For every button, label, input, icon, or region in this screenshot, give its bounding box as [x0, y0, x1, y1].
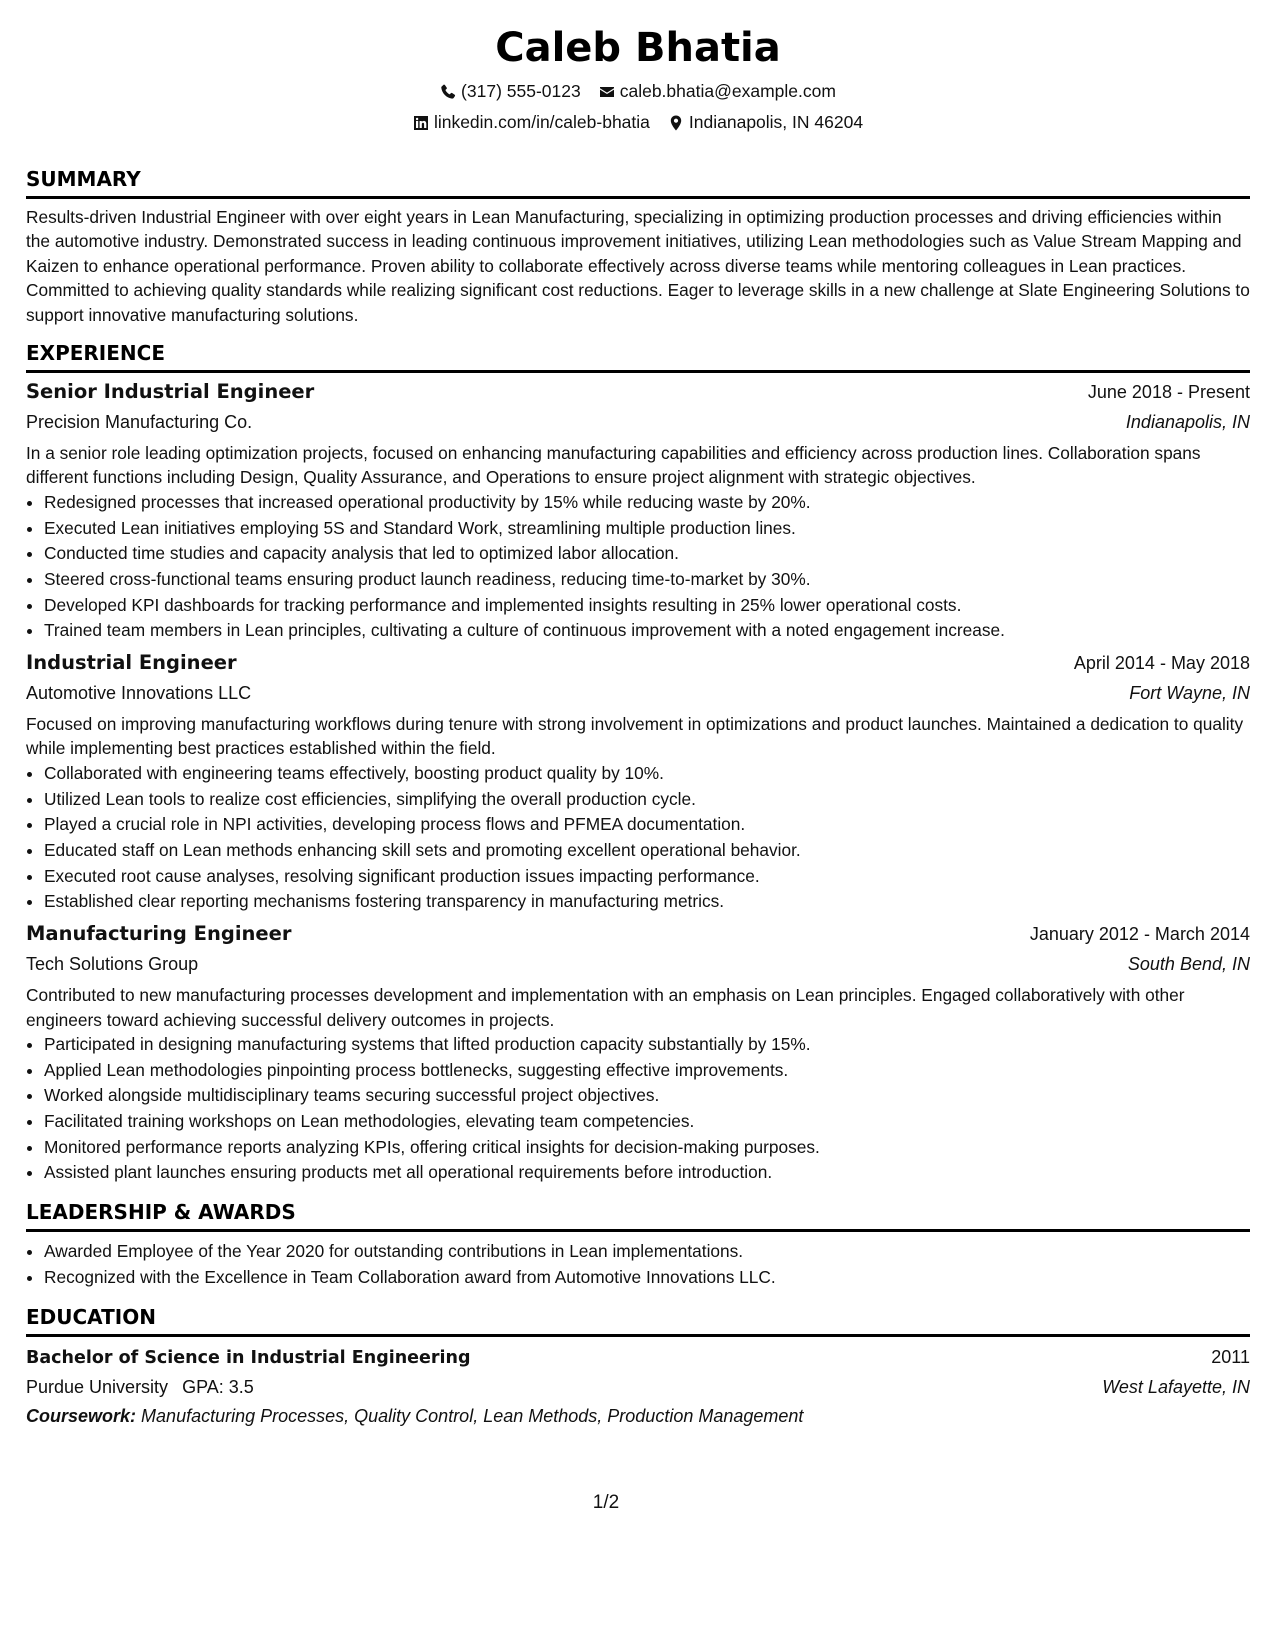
list-item: • Applied Lean methodologies pinpointing process bottlenecks, suggesting effective improvements.	[44, 1058, 1250, 1084]
list-item: • Educated staff on Lean methods enhancing skill sets and promoting excellent operational behavior.	[44, 838, 1250, 864]
education-section	[26, 1303, 1250, 1430]
job-company-row	[26, 949, 1250, 979]
job-company-row	[26, 407, 1250, 437]
job-description: In a senior role leading optimization projects, focused on enhancing manufacturing capabilities and efficiency across production lines. Collaboration spans different functions including Design, Quality Assurance, and Operations to ensure project alignment with strategic objectives.	[26, 443, 1201, 488]
school-name: Purdue University	[26, 1376, 169, 1397]
job-company: Precision Manufacturing Co.	[26, 412, 253, 433]
list-item: • Worked alongside multidisciplinary teams securing successful project objectives.	[44, 1083, 1250, 1109]
coursework-list: Manufacturing Processes, Quality Control, Lean Methods, Production Management	[141, 1405, 804, 1426]
list-item: • Developed KPI dashboards for tracking performance and implemented insights resulting in 25% lower operational costs.	[44, 593, 1250, 619]
list-item: • Executed root cause analyses, resolving significant production issues impacting performance.	[44, 864, 1250, 890]
job-dates: January 2012 - March 2014	[1029, 924, 1250, 945]
list-item: • Established clear reporting mechanisms fostering transparency in manufacturing metrics.	[44, 889, 1250, 915]
phone-text: (317) 555-0123	[461, 81, 581, 101]
list-item: • Awarded Employee of the Year 2020 for outstanding contributions in Lean implementations.	[44, 1239, 1250, 1265]
job-entry	[26, 377, 1250, 644]
awards-section	[26, 1198, 1250, 1290]
job-dates: June 2018 - Present	[1087, 382, 1250, 403]
phone-icon	[440, 84, 456, 100]
location-contact	[668, 107, 863, 138]
job-bullets	[26, 490, 1250, 644]
job-header-row	[26, 377, 1250, 407]
awards-heading: LEADERSHIP & AWARDS	[26, 1198, 1250, 1232]
awards-bullets	[26, 1239, 1250, 1290]
experience-heading: EXPERIENCE	[26, 339, 1250, 373]
school-row	[26, 1372, 1250, 1402]
list-item: • Trained team members in Lean principles, cultivating a culture of continuous improvement with a noted engagement increase.	[44, 618, 1250, 644]
job-location: Fort Wayne, IN	[1129, 683, 1250, 704]
list-item: • Participated in designing manufacturing systems that lifted production capacity substantially by 15%.	[44, 1032, 1250, 1058]
job-entry	[26, 648, 1250, 915]
job-company-row	[26, 678, 1250, 708]
school-location: West Lafayette, IN	[1102, 1376, 1250, 1397]
email-contact[interactable]	[599, 76, 836, 107]
job-title: Industrial Engineer	[26, 651, 237, 675]
job-company: Tech Solutions Group	[26, 954, 199, 975]
school-info	[26, 1372, 254, 1402]
candidate-name: Caleb Bhatia	[495, 25, 781, 71]
list-item: • Played a crucial role in NPI activities, developing process flows and PFMEA documentation.	[44, 812, 1250, 838]
list-item: • Conducted time studies and capacity analysis that led to optimized labor allocation.	[44, 541, 1250, 567]
summary-section	[26, 165, 1250, 327]
linkedin-contact[interactable]	[413, 107, 650, 138]
experience-section	[26, 339, 1250, 1186]
linkedin-icon	[413, 115, 429, 131]
graduation-year: 2011	[1211, 1346, 1250, 1367]
contact-row-2	[26, 107, 1250, 138]
job-description: Focused on improving manufacturing workflows during tenure with strong involvement in optimizations and product launches. Maintained a dedication to quality while implementing best practices established within the field.	[26, 714, 1244, 759]
list-item: • Steered cross-functional teams ensuring product launch readiness, reducing time-to-market by 30%.	[44, 567, 1250, 593]
job-title: Senior Industrial Engineer	[26, 380, 315, 404]
gpa-text: GPA: 3.5	[182, 1376, 254, 1397]
summary-heading: SUMMARY	[26, 165, 1250, 199]
list-item: • Recognized with the Excellence in Team Collaboration award from Automotive Innovations LLC.	[44, 1265, 1250, 1291]
job-dates: April 2014 - May 2018	[1073, 653, 1250, 674]
job-company: Automotive Innovations LLC	[26, 683, 252, 704]
job-bullets	[26, 1032, 1250, 1186]
education-heading: EDUCATION	[26, 1303, 1250, 1337]
job-header-row	[26, 919, 1250, 949]
linkedin-text[interactable]: linkedin.com/in/caleb-bhatia	[433, 112, 650, 132]
job-bullets	[26, 761, 1250, 915]
page-number: 1/2	[592, 1492, 620, 1513]
job-entry	[26, 919, 1250, 1186]
summary-text: Results-driven Industrial Engineer with over eight years in Lean Manufacturing, specializing in optimizing production processes and driving efficiencies within the automotive industry. Demonstrated success in leading continuous improvement initiatives, utilizing Lean methodologies such as Value Stream Mapping and Kaizen to enhance operational performance. Proven ability to collaborate effectively across diverse teams while mentoring colleagues in Lean practices. Committed to achieving quality standards while realizing significant cost reductions. Eager to leverage skills in a new challenge at Slate Engineering Solutions to support innovative manufacturing solutions.	[26, 207, 1250, 325]
resume-page	[26, 20, 1250, 1430]
job-header-row	[26, 648, 1250, 678]
list-item: • Executed Lean initiatives employing 5S and Standard Work, streamlining multiple production lines.	[44, 516, 1250, 542]
coursework-line	[26, 1402, 1250, 1430]
location-text: Indianapolis, IN 46204	[688, 112, 864, 132]
list-item: • Redesigned processes that increased operational productivity by 15% while reducing waste by 20%.	[44, 490, 1250, 516]
phone-contact	[440, 76, 581, 107]
list-item: • Facilitated training workshops on Lean methodologies, elevating team competencies.	[44, 1109, 1250, 1135]
list-item: • Monitored performance reports analyzing KPIs, offering critical insights for decision-making purposes.	[44, 1135, 1250, 1161]
degree-name: Bachelor of Science in Industrial Engineering	[26, 1347, 471, 1368]
email-text[interactable]: caleb.bhatia@example.com	[619, 81, 836, 101]
list-item: • Collaborated with engineering teams effectively, boosting product quality by 10%.	[44, 761, 1250, 787]
job-location: Indianapolis, IN	[1125, 412, 1250, 433]
degree-row	[26, 1343, 1250, 1372]
job-description: Contributed to new manufacturing processes development and implementation with an emphasis on Lean principles. Engaged collaboratively with other engineers toward achieving successful delivery outcomes in projects.	[26, 985, 1185, 1030]
job-title: Manufacturing Engineer	[26, 922, 292, 946]
map-pin-icon	[668, 115, 684, 131]
list-item: • Assisted plant launches ensuring products met all operational requirements before introduction.	[44, 1160, 1250, 1186]
envelope-icon	[599, 84, 615, 100]
job-location: South Bend, IN	[1127, 954, 1250, 975]
contact-row-1	[26, 76, 1250, 107]
coursework-label: Coursework:	[26, 1405, 137, 1426]
list-item: • Utilized Lean tools to realize cost efficiencies, simplifying the overall production cycle.	[44, 787, 1250, 813]
